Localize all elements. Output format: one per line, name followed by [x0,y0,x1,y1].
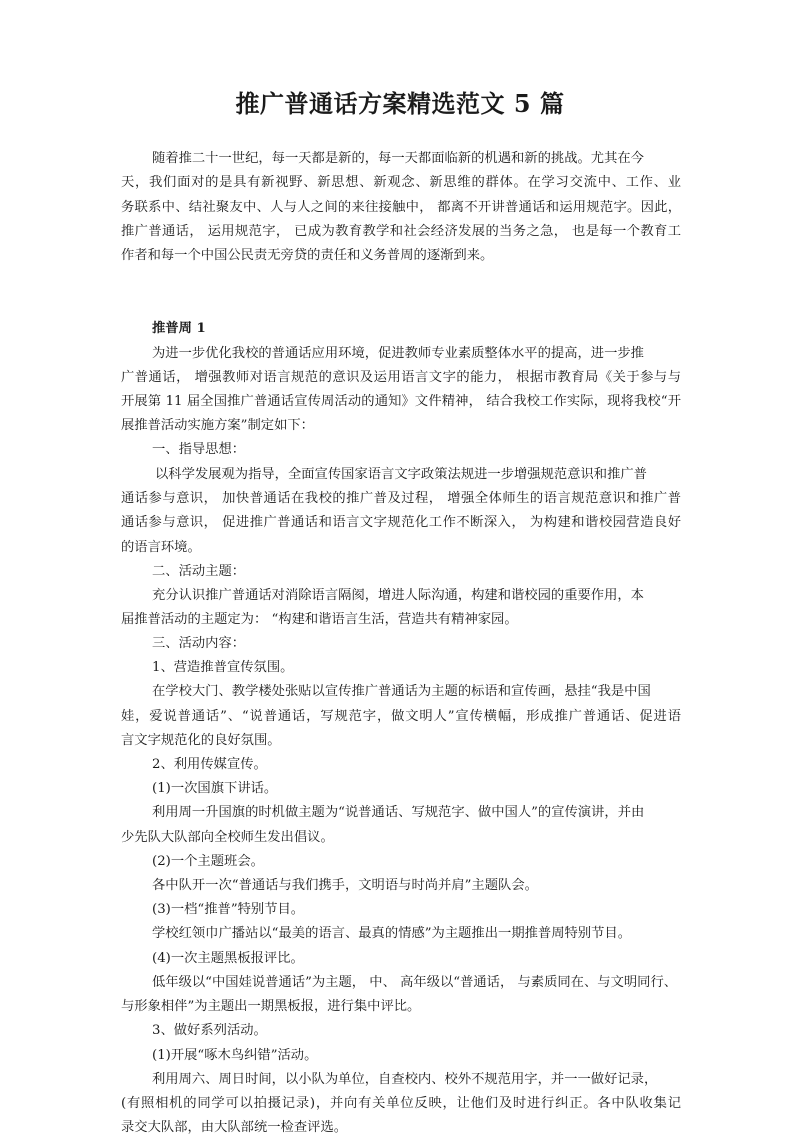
intro-line: 天，我们面对的是具有新视野、新思想、新观念、新思维的群体。在学习交流中、工作、业 [121,175,681,190]
page-title: 推广普通话方案精选范文 5 篇 [235,89,565,118]
body-line: 通话参与意识， 加快普通话在我校的推广普及过程， 增强全体师生的语言规范意识和推广普 [121,491,681,506]
subheading: 一、指导思想： [152,442,246,457]
body-line: 录交大队部，由大队部统一检查评选。 [121,1120,348,1135]
section-heading: 推普周 1 [152,321,206,336]
body-line: 少先队大队部向全校师生发出倡议。 [121,830,334,845]
body-line: 学校红领巾广播站以“最美的语言、最真的情感”为主题推出一期推普周特别节目。 [152,926,631,941]
body-line: 开展第 11 届全国推广普通话宣传周活动的通知》文件精神， 结合我校工作实际，现将我校“开 [121,394,681,409]
body-line: (有照相机的同学可以拍摄记录)，并向有关单位反映，让他们及时进行纠正。各中队收集记 [121,1096,681,1111]
intro-line: 务联系中、结社聚友中、人与人之间的来往接触中， 都离不开讲普通话和运用规范字。因此， [121,200,681,215]
intro-line: 作者和每一个中国公民责无旁贷的责任和义务普周的逐渐到来。 [121,248,494,263]
item-heading: (2)一个主题班会。 [152,854,264,869]
subheading: 二、活动主题： [152,564,246,579]
body-line: 利用周一升国旗的时机做主题为“说普通话、写规范字、做中国人”的宣传演讲，并由 [152,805,645,820]
body-line: 低年级以“中国娃说普通话”为主题， 中、 高年级以“普通话， 与素质同在、与文明同行、 [152,975,678,990]
body-line: 在学校大门、教学楼处张贴以宣传推广普通话为主题的标语和宣传画，悬挂“我是中国 [152,684,651,699]
body-line: 与形象相伴”为主题出一期黑板报，进行集中评比。 [121,999,421,1014]
intro-line: 随着推二十一世纪，每一天都是新的，每一天都面临新的机遇和新的挑战。尤其在今 [152,151,644,166]
item-heading: (1)一次国旗下讲话。 [152,781,278,796]
body-line: 各中队开一次“普通话与我们携手，文明语与时尚并肩”主题队会。 [152,878,538,893]
item-heading: (4)一次主题黑板报评比。 [152,951,304,966]
intro-line: 推广普通话， 运用规范字， 已成为教育教学和社会经济发展的当务之急， 也是每一个教育工 [121,224,681,239]
body-line: 展推普活动实施方案”制定如下： [121,418,314,433]
item-heading: 1、营造推普宣传氛围。 [152,660,294,675]
body-line: 届推普活动的主题定为： “构建和谐语言生活，营造共有精神家园。 [121,612,518,627]
body-line: 通话参与意识， 促进推广普通话和语言文字规范化工作不断深入， 为构建和谐校园营造良好 [121,515,681,530]
body-line: 为进一步优化我校的普通话应用环境，促进教师专业素质整体水平的提高，进一步推 [152,346,644,361]
item-heading: (3)一档“推普”特别节目。 [152,902,305,917]
body-line: 广普通话， 增强教师对语言规范的意识及运用语言文字的能力， 根据市教育局《关于参与与 [121,370,681,385]
body-line: 以科学发展观为指导，全面宣传国家语言文字政策法规进一步增强规范意识和推广普 [155,467,647,482]
body-line: 言文字规范化的良好氛围。 [121,733,281,748]
body-line: 利用周六、周日时间，以小队为单位，自查校内、校外不规范用字，并一一做好记录， [152,1072,658,1087]
item-heading: 2、利用传媒宣传。 [152,757,267,772]
item-heading: 3、做好系列活动。 [152,1023,267,1038]
body-line: 娃，爱说普通话”、“说普通话，写规范字，做文明人”宣传横幅，形成推广普通话、促进语 [121,709,681,724]
subheading: 三、活动内容： [152,636,246,651]
body-line: 充分认识推广普通话对消除语言隔阂，增进人际沟通，构建和谐校园的重要作用，本 [152,588,644,603]
item-heading: (1)开展“啄木鸟纠错”活动。 [152,1048,318,1063]
body-line: 的语言环境。 [121,540,201,555]
